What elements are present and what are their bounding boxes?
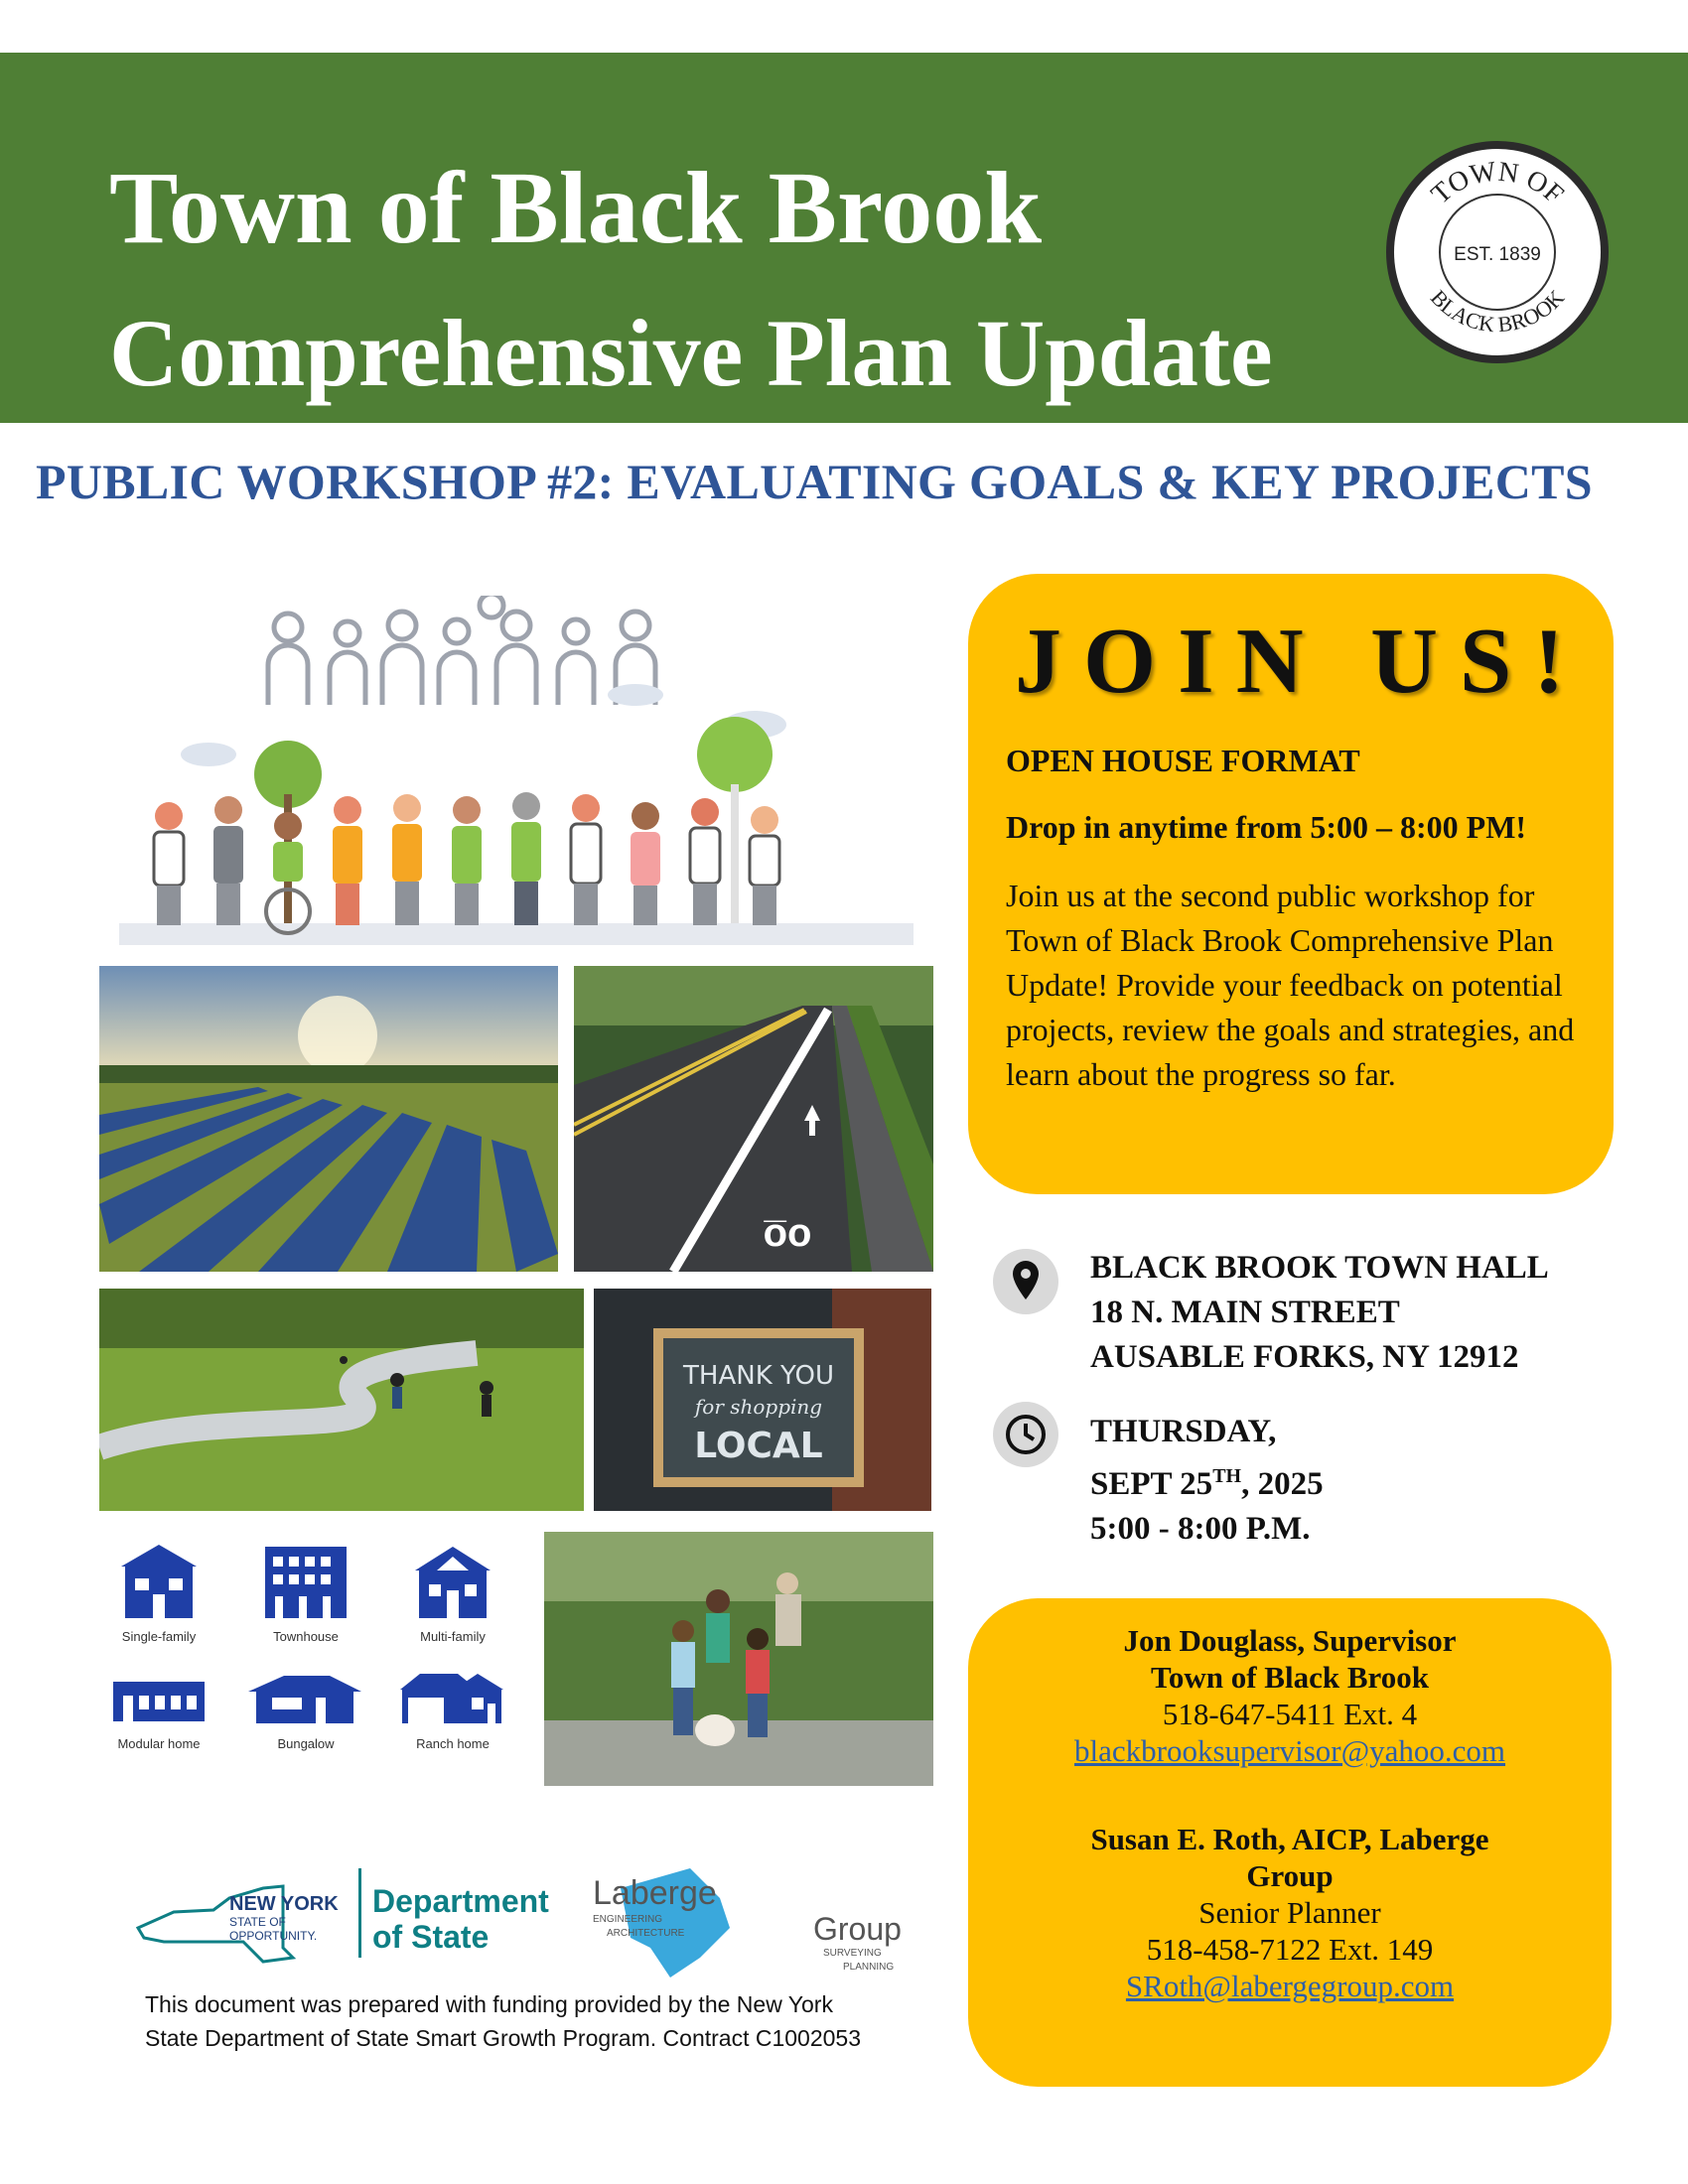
housing-type-townhouse [246,1541,365,1644]
walking-trail-photo [99,1289,584,1511]
town-seal-logo [1382,137,1613,367]
housing-types-grid [99,1541,532,1789]
single-family-icon [117,1541,201,1620]
housing-type-modular-home [99,1668,218,1751]
contacts-box [968,1598,1612,2087]
laberge-sub2: ARCHITECTURE [607,1928,685,1939]
solar-farm-photo [99,966,558,1272]
clock-icon [993,1402,1058,1467]
event-hours: 5:00 - 8:00 P.M. [1090,1511,1311,1547]
laberge-logo [593,1868,902,1978]
drop-in-hours: Drop in anytime from 5:00 – 8:00 PM! [1006,809,1527,845]
housing-label: Bungalow [277,1736,335,1751]
contact-org: Town of Black Brook [1151,1660,1429,1695]
ny-logo-line2: STATE OF [229,1915,286,1929]
laberge-name: Laberge [593,1874,717,1912]
contact-phone: 518-458-7122 Ext. 149 [1146,1932,1434,1967]
sponsor-logos [134,1858,928,1978]
laberge-group: Group [813,1911,902,1947]
bike-lane-symbol: o̅o [763,1211,812,1255]
event-day: THURSDAY, [1090,1414,1277,1449]
event-date: SEPT 25TH, 2025 [1090,1465,1324,1502]
contact-name: Jon Douglass, Supervisor [1123,1623,1457,1658]
bike-lane-photo [574,966,933,1272]
housing-label: Ranch home [416,1736,490,1751]
ny-logo-line3: OPPORTUNITY. [229,1929,318,1943]
contact-email-link[interactable]: SRoth@labergegroup.com [1125,1969,1455,2003]
housing-type-single-family [99,1541,218,1644]
housing-label: Single-family [121,1629,197,1644]
sign-text-line3: LOCAL [694,1426,823,1466]
sign-text-line1: THANK YOU [683,1361,834,1391]
address-line3: AUSABLE FORKS, NY 12912 [1090,1339,1519,1375]
ny-logo-line1: NEW YORK [229,1893,339,1915]
housing-type-bungalow [246,1668,365,1751]
laberge-sub3: SURVEYING [823,1948,882,1959]
multi-family-icon [411,1541,494,1620]
housing-type-multi-family [393,1541,512,1644]
townhouse-icon [261,1541,351,1620]
ranch-home-icon [398,1668,507,1727]
family-walking-photo [544,1532,933,1786]
modular-home-icon [109,1668,209,1727]
event-address [1090,1246,1549,1380]
address-line1: BLACK BROOK TOWN HALL [1090,1250,1549,1286]
seal-top-text: TOWN OF [1425,156,1570,210]
funding-note [145,1987,939,2055]
laberge-sub1: ENGINEERING [593,1914,663,1925]
contact-title: Senior Planner [1198,1895,1381,1930]
dos-logo-line2: of State [372,1919,490,1955]
contact-roth [968,1821,1612,2004]
page-title-line2: Comprehensive Plan Update [109,300,1273,406]
contact-name-line1: Susan E. Roth, AICP, Laberge [1090,1822,1489,1856]
nys-logo [138,1886,339,1962]
contact-email-link[interactable]: blackbrooksupervisor@yahoo.com [1073,1733,1506,1768]
contact-name-line2: Group [1246,1858,1334,1893]
funding-line2: State Department of State Smart Growth Program. Contract C1002053 [145,2025,862,2051]
page-title-line1: Town of Black Brook [109,151,1043,265]
join-description: Join us at the second public workshop for Town of Black Brook Comprehensive Plan Update! Provide your feedback on potential projects, review the goals and strategies, and learn about the progress so far. [1006,878,1575,1092]
housing-label: Modular home [117,1736,201,1751]
dos-logo-line1: Department [372,1883,549,1919]
contact-phone: 518-647-5411 Ext. 4 [1162,1697,1418,1731]
location-pin-icon [993,1249,1058,1314]
workshop-subtitle: PUBLIC WORKSHOP #2: EVALUATING GOALS & KEY PROJECTS [36,454,1593,509]
community-illustration [99,596,929,953]
seal-bottom-text: BLACK BROOK [1425,285,1570,338]
join-us-title: JOIN US! [1015,610,1587,713]
contact-douglass [968,1622,1612,1769]
event-datetime [1090,1410,1324,1552]
shop-local-sign-photo [594,1289,931,1511]
laberge-sub4: PLANNING [843,1962,895,1973]
sign-text-line2: for shopping [694,1395,823,1419]
housing-type-ranch-home [393,1668,512,1751]
address-line2: 18 N. MAIN STREET [1090,1295,1400,1330]
bungalow-icon [246,1668,365,1727]
housing-label: Townhouse [273,1629,339,1644]
open-house-format: OPEN HOUSE FORMAT [1006,743,1360,778]
housing-label: Multi-family [420,1629,486,1644]
seal-center-text: EST. 1839 [1454,244,1541,265]
funding-line1: This document was prepared with funding provided by the New York [145,1991,833,2017]
